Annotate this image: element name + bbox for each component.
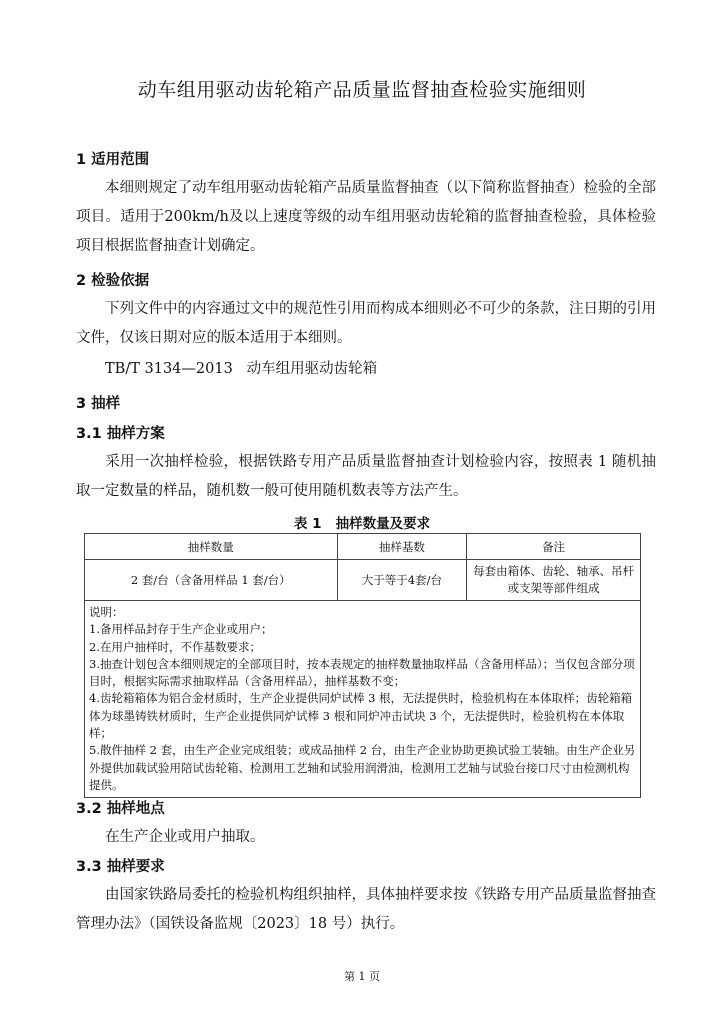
table-notes-row: [85, 601, 641, 798]
table-cell: 2 套/台（含备用样品 1 套/台）: [85, 560, 338, 601]
section-3-1-heading: 3.1 抽样方案: [76, 426, 165, 442]
section-3-1-paragraph: 采用一次抽样检验，根据铁路专用产品质量监督抽查计划检验内容，按照表 1 随机抽取一定数量的样品，随机数一般可使用随机数表等方法产生。: [76, 454, 656, 499]
sampling-table: [84, 533, 641, 798]
section-3-2-paragraph: 在生产企业或用户抽取。: [105, 829, 265, 845]
section-1-heading: 1 适用范围: [76, 152, 150, 168]
table-notes-cell: [85, 601, 641, 798]
section-3-3-paragraph: 由国家铁路局委托的检验机构组织抽样，具体抽样要求按《铁路专用产品质量监督抽查管理办法》（国铁设备监规〔2023〕18 号）执行。: [76, 887, 656, 932]
note-item: 4.齿轮箱箱体为铝合金材质时，生产企业提供同炉试棒 3 根，无法提供时，检验机构在本体取样；齿轮箱箱体为球墨铸铁材质时，生产企业提供同炉试棒 3 根和同炉冲击试块 3 个，无法提供时，检验机构在本体取样；: [89, 691, 633, 741]
table-header-row: [85, 534, 641, 560]
page-number: 第 1 页: [344, 970, 380, 983]
section-2-heading: 2 检验依据: [76, 273, 150, 289]
table-row: [85, 560, 641, 601]
note-item: 1.备用样品封存于生产企业或用户；: [89, 622, 273, 637]
section-1-paragraph: 本细则规定了动车组用驱动齿轮箱产品质量监督抽查（以下简称监督抽查）检验的全部项目。适用于200km/h及以上速度等级的动车组用驱动齿轮箱的监督抽查检验，具体检验项目根据监督抽查计划确定。: [76, 180, 656, 254]
table-header-cell: 抽样数量: [85, 534, 338, 560]
table-cell: 每套由箱体、齿轮、轴承、吊杆或支架等部件组成: [467, 560, 641, 601]
document-title: 动车组用驱动齿轮箱产品质量监督抽查检验实施细则: [137, 79, 587, 101]
note-item: 2.在用户抽样时，不作基数要求；: [89, 639, 261, 654]
table-header-cell: 抽样基数: [337, 534, 467, 560]
table-header-cell: 备注: [467, 534, 641, 560]
table-cell: 大于等于4套/台: [337, 560, 467, 601]
section-2-paragraph: 下列文件中的内容通过文中的规范性引用而构成本细则必不可少的条款，注日期的引用文件，仅该日期对应的版本适用于本细则。: [76, 301, 656, 346]
reference-standard: TB/T 3134—2013 动车组用驱动齿轮箱: [105, 361, 378, 377]
section-3-heading: 3 抽样: [76, 396, 121, 412]
notes-title: 说明：: [89, 605, 124, 619]
table-caption: 表 1 抽样数量及要求: [293, 516, 431, 532]
section-3-3-heading: 3.3 抽样要求: [76, 859, 165, 875]
section-3-2-heading: 3.2 抽样地点: [76, 801, 165, 817]
note-item: 5.散件抽样 2 套，由生产企业完成组装；或成品抽样 2 台，由生产企业协助更换试验工装轴。由生产企业另外提供加载试验用陪试齿轮箱、检测用工艺轴和试验用润滑油，检测用工艺轴与试验台接口尺寸由检测机构提供。: [89, 743, 636, 792]
note-item: 3.抽查计划包含本细则规定的全部项目时，按本表规定的抽样数量抽取样品（含备用样品）；当仅包含部分项目时，根据实际需求抽取样品（含备用样品），抽样基数不变；: [89, 656, 635, 689]
